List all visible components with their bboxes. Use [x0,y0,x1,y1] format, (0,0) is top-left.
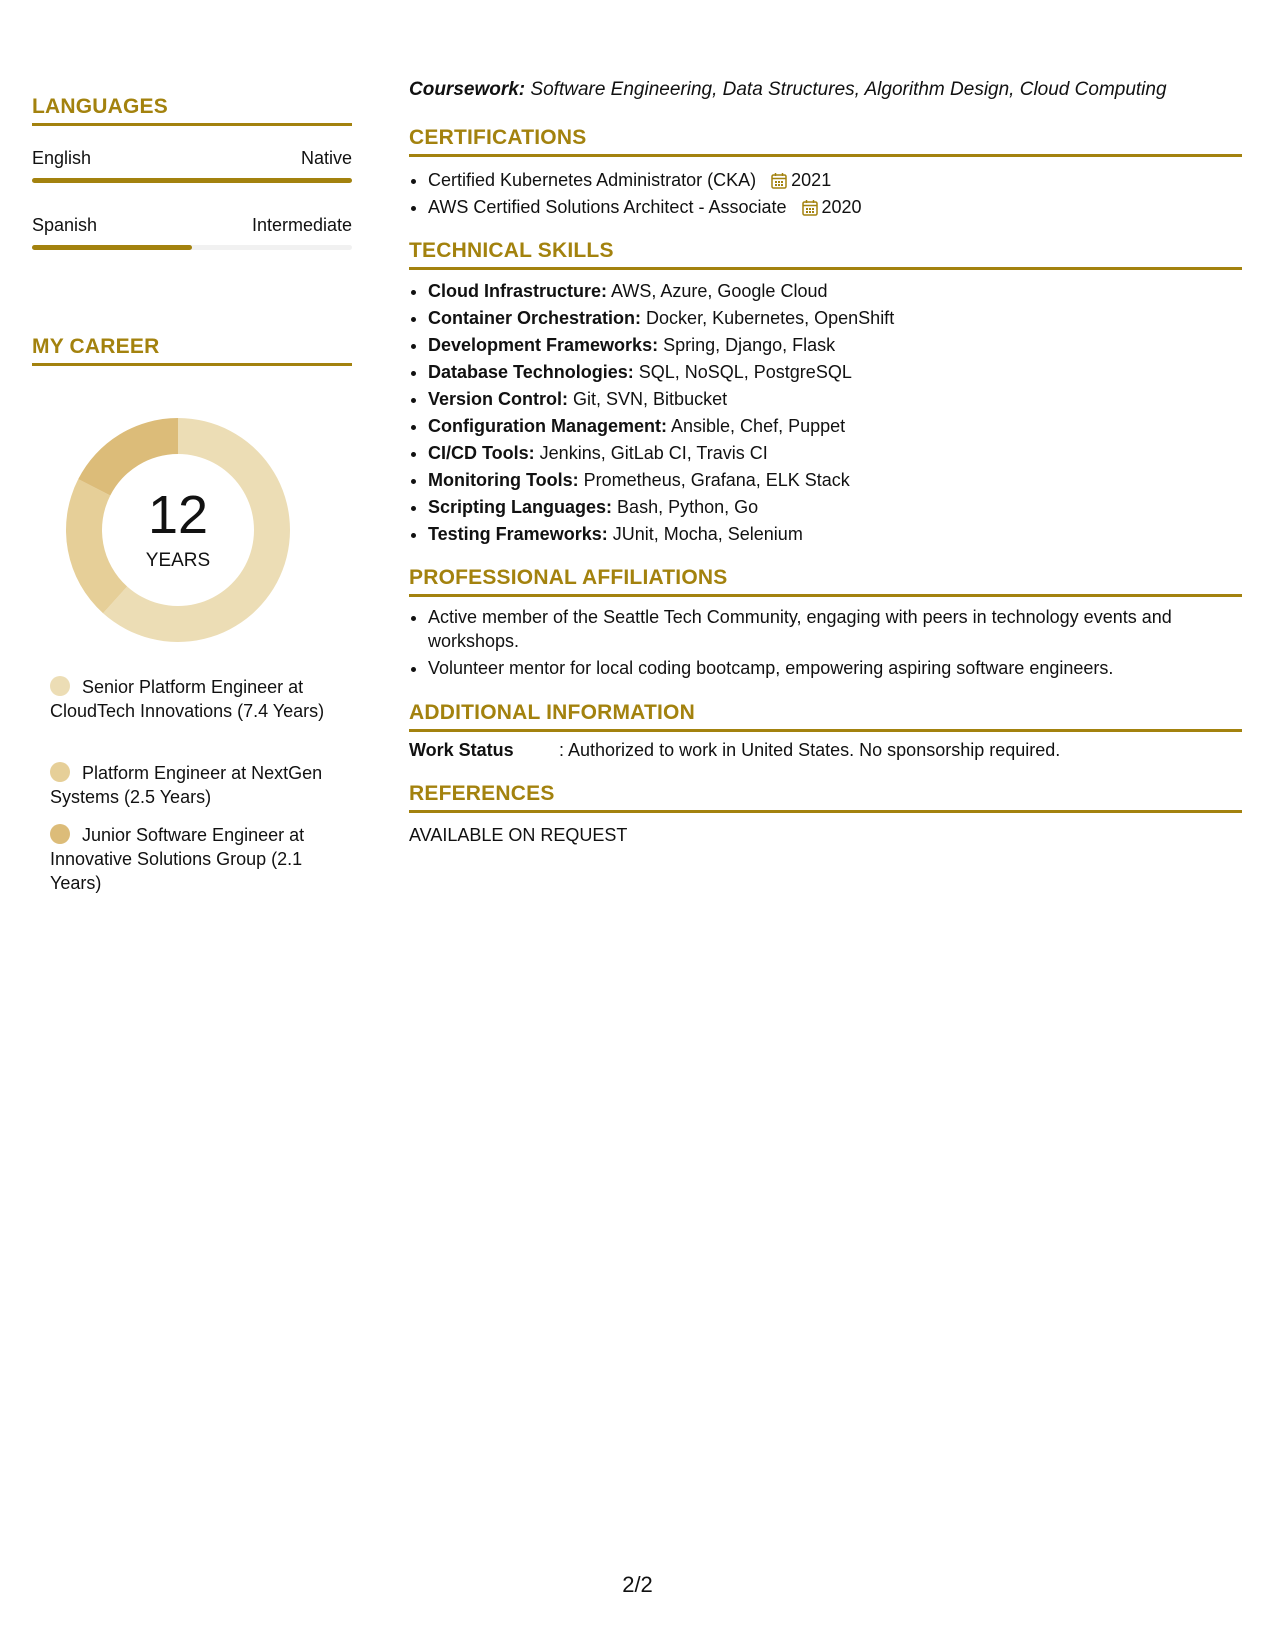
skill-value: AWS, Azure, Google Cloud [611,281,828,301]
certification-item [428,194,1242,221]
work-status-label: Work Status [409,740,514,760]
language-name: English [32,148,92,168]
career-heading: MY CAREER [32,335,352,366]
skill-label: Cloud Infrastructure: [428,281,608,301]
skills-list [409,278,1242,548]
coursework-text: Software Engineering, Data Structures, Algorithm Design, Cloud Computing [530,79,1167,100]
skill-label: Testing Frameworks: [428,524,608,544]
skill-label: Monitoring Tools: [428,470,579,490]
legend-dot-icon [50,824,70,844]
skills-heading: TECHNICAL SKILLS [409,239,1242,270]
additional-info-section [409,701,1242,761]
skill-value: Git, SVN, Bitbucket [573,389,728,409]
skills-section [409,239,1242,548]
work-status-value: : Authorized to work in United States. No sponsorship required. [559,740,1061,760]
skill-value: Bash, Python, Go [617,497,759,517]
language-name: Spanish [32,215,98,235]
certification-year: 2020 [821,197,862,217]
skill-item [428,494,1242,521]
additional-info-heading: ADDITIONAL INFORMATION [409,701,1242,732]
language-item [32,148,352,183]
skill-label: CI/CD Tools: [428,443,535,463]
skill-value: Docker, Kubernetes, OpenShift [646,308,895,328]
languages-heading: LANGUAGES [32,95,352,126]
skill-item [428,467,1242,494]
language-level: Native [300,148,352,168]
skill-value: Prometheus, Grafana, ELK Stack [583,470,850,490]
references-heading: REFERENCES [409,782,1242,813]
skill-value: SQL, NoSQL, PostgreSQL [638,362,852,382]
language-proficiency-bar [32,178,352,183]
skill-value: Spring, Django, Flask [663,335,836,355]
certifications-list [409,167,1242,221]
skill-label: Version Control: [428,389,569,409]
career-job-text: Senior Platform Engineer at CloudTech Innovations (7.4 Years) [50,677,325,721]
career-job-text: Junior Software Engineer at Innovative Solutions Group (2.1 Years) [50,825,305,893]
coursework-line [409,79,1167,101]
certification-year: 2021 [791,170,832,190]
career-legend-item [50,675,340,723]
career-total-unit: YEARS [145,550,211,571]
skill-item [428,332,1242,359]
certifications-section [409,126,1242,221]
skill-item [428,386,1242,413]
skill-item [428,305,1242,332]
certification-name: Certified Kubernetes Administrator (CKA) [428,170,757,190]
skill-label: Configuration Management: [428,416,667,436]
skill-value: Jenkins, GitLab CI, Travis CI [539,443,768,463]
language-proficiency-fill [32,245,192,250]
calendar-icon [802,199,818,216]
languages-section [32,95,352,250]
certification-name: AWS Certified Solutions Architect - Associate [428,197,787,217]
skill-label: Development Frameworks: [428,335,659,355]
skill-item [428,521,1242,548]
skill-item [428,278,1242,305]
work-status-row [409,740,1242,761]
affiliations-heading: PROFESSIONAL AFFILIATIONS [409,566,1242,597]
references-text: AVAILABLE ON REQUEST [409,825,628,845]
certifications-heading: CERTIFICATIONS [409,126,1242,157]
language-level: Intermediate [251,215,352,235]
language-proficiency-fill [32,178,352,183]
skill-value: Ansible, Chef, Puppet [671,416,846,436]
skill-item [428,413,1242,440]
skill-item [428,359,1242,386]
calendar-icon [771,172,787,189]
career-legend-item [50,761,340,809]
legend-dot-icon [50,676,70,696]
skill-label: Database Technologies: [428,362,634,382]
coursework-label: Coursework: [409,79,526,100]
affiliation-item: • Active member of the Seattle Tech Community, engaging with peers in technology events and workshops. [428,605,1242,653]
career-legend-item [50,823,340,895]
career-total-number: 12 [147,485,209,545]
career-section [32,335,352,366]
affiliation-item: • Volunteer mentor for local coding bootcamp, empowering aspiring software engineers. [428,656,1242,680]
affiliations-list [409,605,1242,680]
references-section [409,782,1242,846]
skill-label: Container Orchestration: [428,308,642,328]
career-donut-chart [66,418,290,642]
page-number: 2/2 [622,1572,653,1597]
language-proficiency-bar [32,245,352,250]
career-job-text: Platform Engineer at NextGen Systems (2.5 Years) [50,763,323,807]
language-item [32,215,352,250]
skill-item [428,440,1242,467]
certification-item [428,167,1242,194]
skill-value: JUnit, Mocha, Selenium [612,524,803,544]
legend-dot-icon [50,762,70,782]
affiliations-section [409,566,1242,680]
skill-label: Scripting Languages: [428,497,613,517]
